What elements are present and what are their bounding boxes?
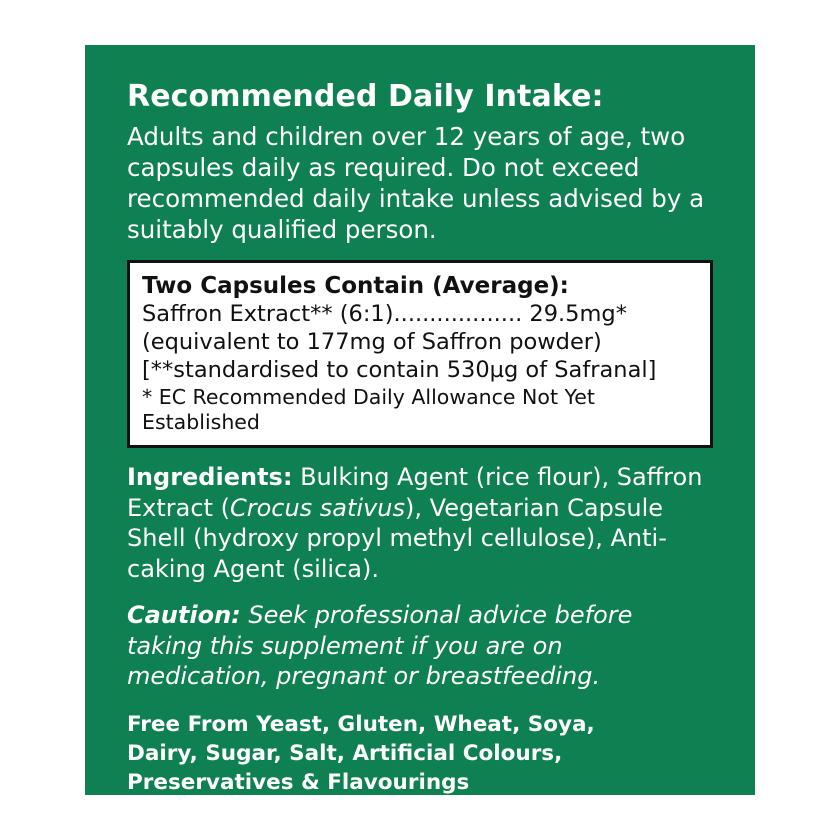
nutrition-line-rda-footnote: * EC Recommended Daily Allowance Not Yet Established — [142, 384, 595, 434]
page-title: Recommended Daily Intake: — [127, 79, 604, 114]
daily-intake-text: Adults and children over 12 years of age, two capsules daily as required. Do not exceed recommended daily intake unless advised by a suitably qualified person. — [127, 122, 705, 244]
nutrition-line-equivalent: (equivalent to 177mg of Saffron powder) — [142, 328, 602, 355]
caution-label: Caution: — [127, 601, 241, 630]
ingredients-label: Ingredients: — [127, 463, 293, 492]
ingredients-latin-name: Crocus sativus — [229, 493, 406, 522]
nutrition-line-saffron-extract: Saffron Extract** (6:1).................. 29.5mg* — [142, 300, 627, 327]
caution-text: Seek professional advice before taking this supplement if you are on medication, pregnant or breastfeeding. — [127, 601, 633, 691]
nutrition-line-standardised: [**standardised to contain 530µg of Safranal] — [142, 356, 657, 383]
caution-paragraph — [127, 600, 687, 691]
ingredients-paragraph — [127, 462, 713, 584]
label-panel — [85, 45, 755, 795]
ingredients-text-part-1: Bulking Agent (rice flour), Saffron Extract ( — [127, 463, 703, 522]
nutrition-information-box — [127, 260, 713, 449]
free-from-text: Free From Yeast, Gluten, Wheat, Soya, Dairy, Sugar, Salt, Artificial Colours, Preservatives & Flavourings — [127, 711, 595, 796]
ingredients-text-part-2: ), Vegetarian Capsule Shell (hydroxy propyl methyl cellulose), Anti-caking Agent (silica). — [127, 493, 667, 583]
nutrition-box-title: Two Capsules Contain (Average): — [142, 272, 569, 299]
